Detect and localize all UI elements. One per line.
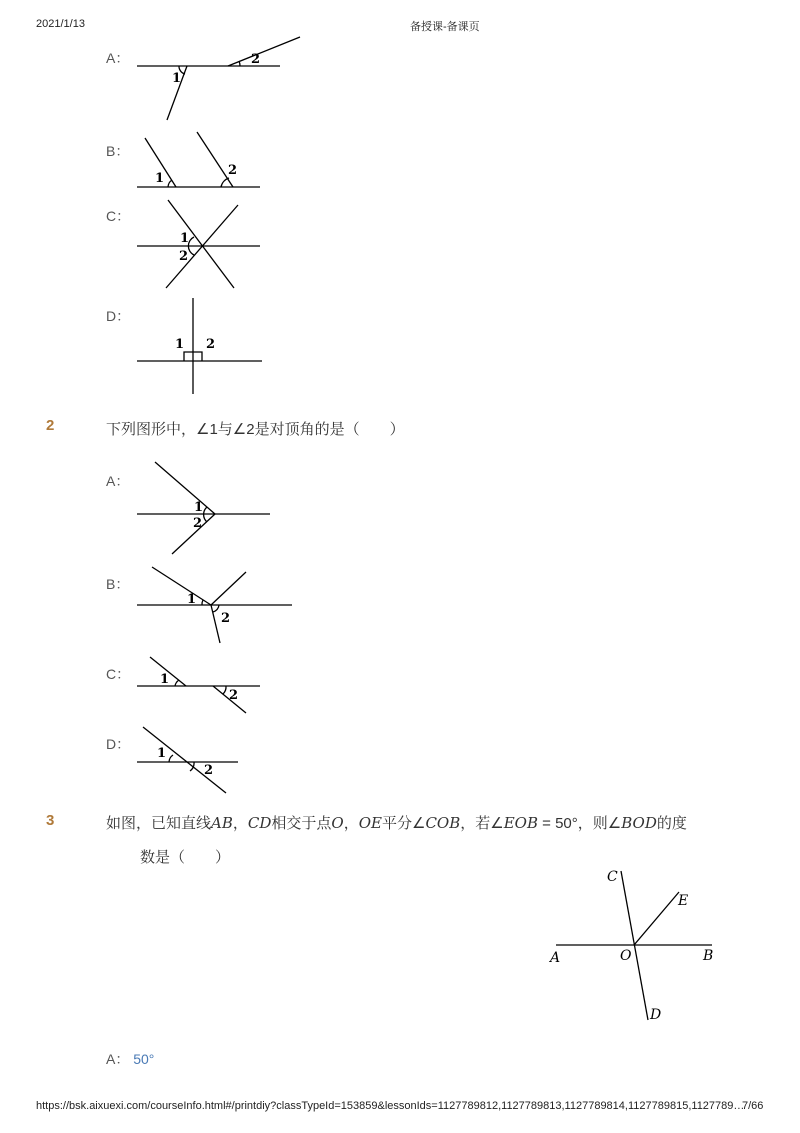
q1-b-angle2: 2 [228, 163, 238, 178]
q2-c-angle2: 2 [229, 688, 239, 703]
q2-a-angle1: 1 [194, 500, 204, 515]
q3-option-a-value: 50° [133, 1051, 155, 1067]
q1-option-b-label: B： [106, 143, 130, 159]
q2-option-c-label: C： [106, 666, 131, 682]
footer-page-number: 7/66 [742, 1100, 764, 1112]
question-3-text-line2: 数是（ ） [140, 849, 231, 866]
page-title: 备授课-备课页 [410, 21, 480, 33]
q2-a-angle2: 2 [193, 516, 203, 531]
q1-b-angle1: 1 [155, 171, 165, 186]
q3-label-b: B [703, 948, 714, 964]
q2-d-angle1: 1 [157, 746, 167, 761]
q1-c-angle1: 1 [180, 231, 190, 246]
q1-d-angle2: 2 [206, 337, 216, 352]
q1-option-d-label: D： [106, 308, 131, 324]
q3-label-c: C [607, 869, 618, 885]
q3-label-e: E [678, 893, 689, 909]
q1-option-c-label: C： [106, 208, 131, 224]
q1-d-angle1: 1 [175, 337, 185, 352]
q3-label-o: O [620, 948, 632, 964]
q1-a-angle2: 2 [251, 52, 261, 67]
q2-option-a-label: A： [106, 473, 130, 489]
question-2-number: 2 [46, 417, 55, 434]
q3-label-a: A [550, 950, 561, 966]
question-3-text: 如图，已知直线AB，CD相交于点O，OE平分∠COB，若∠EOB = 50°，则∠BOD的度 [106, 814, 687, 832]
question-3-number: 3 [46, 812, 55, 829]
q3-option-a-label: A： [106, 1051, 130, 1067]
footer-url: https://bsk.aixuexi.com/courseInfo.html#/printdiy?classTypeId=153859&lessonIds=1127789812,1127789813,1127789814,1127789815,1127789… [36, 1100, 745, 1112]
q2-option-d-label: D： [106, 736, 131, 752]
q2-b-angle2: 2 [221, 611, 231, 626]
q3-label-d: D [650, 1007, 662, 1023]
q1-option-a-label: A： [106, 50, 130, 66]
q3-option-a [106, 1049, 154, 1069]
q1-a-angle1: 1 [172, 71, 182, 86]
q2-option-b-label: B： [106, 576, 130, 592]
q2-b-angle1: 1 [187, 592, 197, 607]
q2-c-angle1: 1 [160, 672, 170, 687]
question-2-text: 下列图形中，∠1与∠2是对顶角的是（ ） [106, 421, 405, 438]
print-date: 2021/1/13 [36, 18, 85, 30]
q2-d-angle2: 2 [204, 763, 214, 778]
q1-c-angle2: 2 [179, 249, 189, 264]
